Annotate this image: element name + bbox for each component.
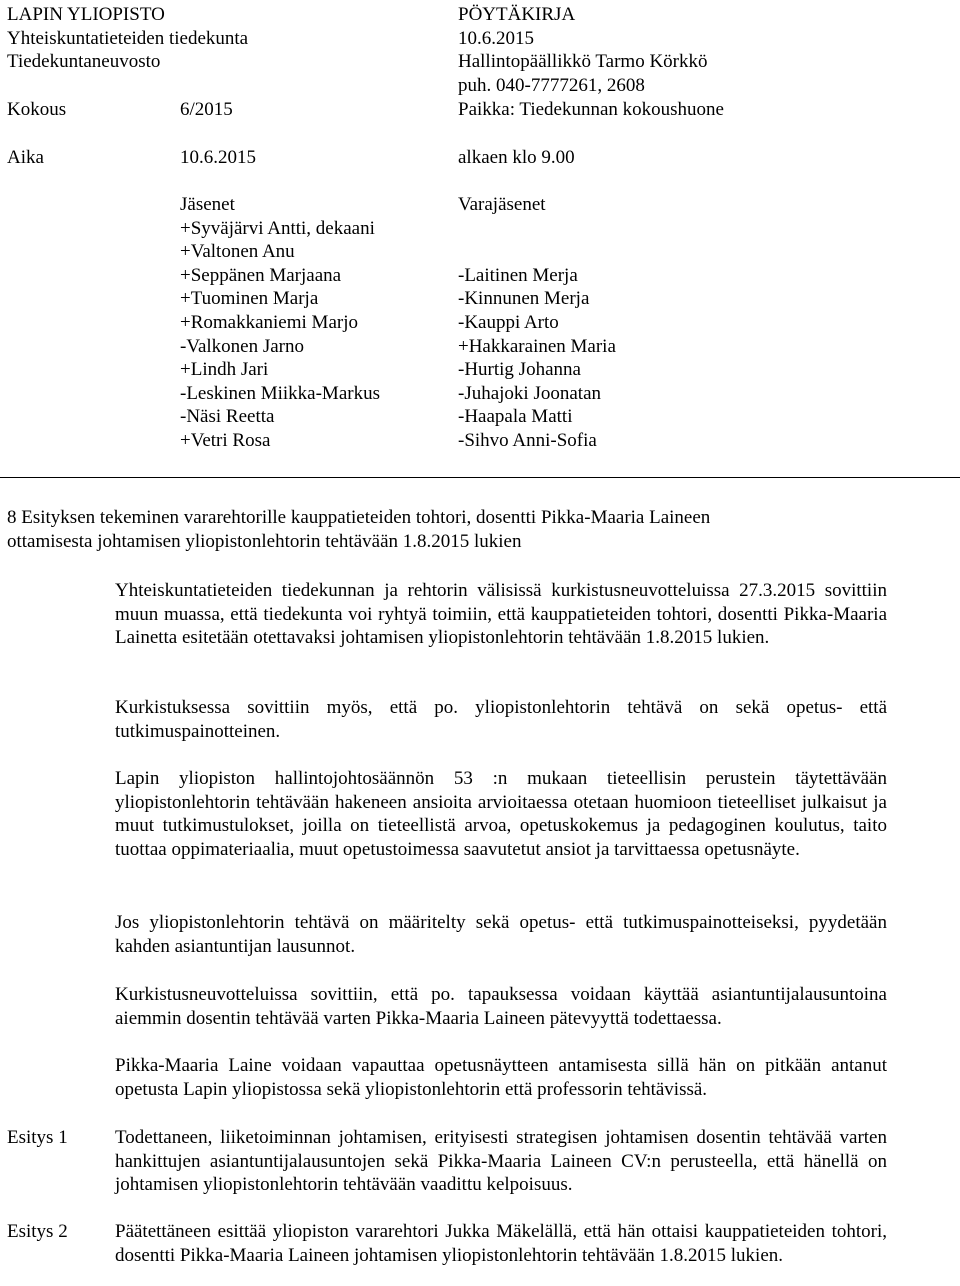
members-heading: Jäsenet (180, 194, 235, 215)
paragraph-text: Todettaneen, liiketoiminnan johtamisen, erityisesti strategisen johtamisen dosentin tehtävää varten hankittujen asiantuntijalausuntojen sekä Pikka-Maaria Laineen CV:n perusteella, että hänellä on johtamisen yliopistonlehtorin tehtävään vaadittu kelpoisuus. (115, 1127, 887, 1196)
member-item: +Valtonen Anu (180, 241, 295, 263)
deputies-list (458, 193, 616, 453)
paragraph-text: Jos yliopistonlehtorin tehtävä on määritelty sekä opetus- että tutkimuspainotteiseksi, pyydetään kahden asiantuntijan lausunnot. (115, 912, 887, 957)
section-title-line: 8 Esityksen tekeminen vararehtorille kauppatieteiden tohtori, dosentti Pikka-Maaria Laineen (7, 507, 711, 528)
member-item: +Romakkaniemi Marjo (180, 311, 358, 333)
member-item: -Leskinen Miikka-Markus (180, 382, 380, 404)
paragraph-regulations (115, 767, 887, 861)
faculty-name: Yhteiskuntatieteiden tiedekunta (7, 27, 249, 49)
paragraph-text: Yhteiskuntatieteiden tiedekunnan ja rehtorin välisissä kurkistusneuvotteluissa 27.3.2015 sovittiin muun muassa, että tiedekunta voi ryhtyä toimiin, että kauppatieteiden tohtori, dosentti Pikka-Maaria Lainetta esitetään otettavaksi johtamisen yliopistonlehtorin tehtävään 1.8.2015 lukien. (115, 580, 887, 649)
member-item: +Tuominen Marja (180, 288, 319, 310)
spacer (458, 217, 616, 241)
section-title (7, 506, 710, 553)
meeting-place: Paikka: Tiedekunnan kokoushuone (458, 99, 724, 120)
paragraph-task-type (115, 696, 887, 743)
deputy-item: -Sihvo Anni-Sofia (458, 429, 597, 451)
meeting-time (7, 146, 957, 170)
paragraph-text: Lapin yliopiston hallintojohtosäännön 53 :n mukaan tieteellisin perustein täytettävään yliopistonlehtorin tehtävään hakeneen ansioita arvioitaessa otetaan huomioon tieteelliset julkaisut ja muut tutkimustulokset, joilla on tieteellistä arvoa, opetuskokemus ja pedagoginen koulutus, taito tuottaa oppimateriaalia, muut opetustoimessa saavutetut ansiot ja tarvittaessa opetusnäyte. (115, 768, 887, 860)
header-left (7, 3, 248, 74)
paragraph-text: Pikka-Maaria Laine voidaan vapauttaa opetusnäytteen antamisesta sillä hän on pitkään antanut opetusta Lapin yliopistossa sekä yliopistonlehtorin että professorin tehtävissä. (115, 1055, 887, 1100)
paragraph-negotiations (115, 579, 887, 650)
meeting-start: alkaen klo 9.00 (458, 147, 575, 168)
paragraph-teaching-sample (115, 1054, 887, 1101)
deputy-item: +Hakkarainen Maria (458, 335, 616, 357)
proposal-1-text (115, 1126, 887, 1197)
proposal-2-label: Esitys 2 (7, 1221, 68, 1242)
paragraph-statements (115, 911, 887, 958)
paragraph-text: Kurkistuksessa sovittiin myös, että po. yliopistonlehtorin tehtävä on sekä opetus- että tutkimuspainotteinen. (115, 697, 887, 742)
meeting-label: Kokous (7, 99, 67, 120)
section-title-line: ottamisesta johtamisen yliopistonlehtorin tehtävään 1.8.2015 lukien (7, 530, 522, 552)
member-item: -Näsi Reetta (180, 406, 275, 428)
deputy-item: -Hurtig Johanna (458, 359, 581, 381)
members-list (180, 193, 380, 453)
spacer (458, 240, 616, 264)
member-item: +Seppänen Marjaana (180, 264, 342, 286)
member-item: -Valkonen Jarno (180, 335, 304, 357)
member-item: +Lindh Jari (180, 359, 269, 381)
secretary-name: Hallintopäällikkö Tarmo Körkkö (458, 51, 708, 73)
proposal-2-text (115, 1220, 887, 1267)
meeting-info (7, 98, 957, 122)
document-type: PÖYTÄKIRJA (458, 4, 576, 25)
proposal-1-label: Esitys 1 (7, 1127, 68, 1148)
meeting-date: 10.6.2015 (180, 147, 256, 168)
deputy-item: -Laitinen Merja (458, 264, 578, 286)
section-divider (0, 477, 960, 478)
paragraph-expert-opinions (115, 983, 887, 1030)
member-item: +Syväjärvi Antti, dekaani (180, 217, 375, 239)
meeting-number: 6/2015 (180, 99, 233, 120)
university-name: LAPIN YLIOPISTO (7, 4, 165, 25)
deputies-heading: Varajäsenet (458, 194, 546, 215)
deputy-item: -Kinnunen Merja (458, 288, 590, 310)
time-label: Aika (7, 147, 44, 168)
deputy-item: -Haapala Matti (458, 406, 573, 428)
paragraph-text: Kurkistusneuvotteluissa sovittiin, että po. tapauksessa voidaan käyttää asiantuntijalausuntoina aiemmin dosentin tehtävää varten Pikka-Maaria Laineen pätevyyttä todettaessa. (115, 984, 887, 1029)
deputy-item: -Juhajoki Joonatan (458, 382, 602, 404)
deputy-item: -Kauppi Arto (458, 311, 559, 333)
member-item: +Vetri Rosa (180, 429, 271, 451)
paragraph-text: Päätettäneen esittää yliopiston vararehtori Jukka Mäkelällä, että hän ottaisi kauppatieteiden tohtori, dosentti Pikka-Maaria Laineen johtamisen yliopistonlehtorin tehtävään 1.8.2015 lukien. (115, 1221, 887, 1266)
header-right (458, 3, 708, 97)
document-date: 10.6.2015 (458, 27, 534, 49)
secretary-phone: puh. 040-7777261, 2608 (458, 74, 645, 96)
council-name: Tiedekuntaneuvosto (7, 51, 161, 73)
